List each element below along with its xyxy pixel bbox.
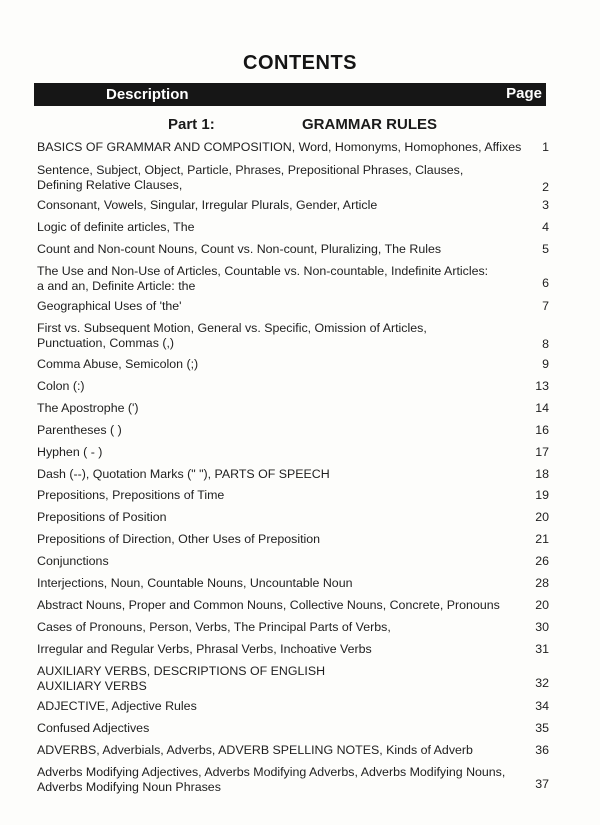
toc-entry-title-line: Punctuation, Commas (,) <box>37 336 175 350</box>
toc-entry-page-number: 1 <box>542 140 549 154</box>
toc-entry-page-number: 19 <box>535 488 549 502</box>
toc-entry-title <box>37 445 532 460</box>
toc-entry-title-line: Prepositions, Prepositions of Time <box>37 488 225 502</box>
toc-entry-title <box>37 379 532 394</box>
toc-entry-title <box>37 576 532 591</box>
toc-entry-title-line: AUXILIARY VERBS <box>37 679 147 693</box>
toc-entry-title <box>37 620 532 635</box>
toc-entry-page-number: 4 <box>542 220 549 234</box>
toc-entry-title-line: Sentence, Subject, Object, Particle, Phrases, Prepositional Phrases, Clauses, <box>37 163 464 177</box>
toc-entry-page-number: 36 <box>535 743 549 757</box>
toc-entry-page-number: 21 <box>535 532 549 546</box>
toc-entry-title-line: Prepositions of Direction, Other Uses of Preposition <box>37 532 321 546</box>
toc-entry-title <box>37 401 532 416</box>
toc-entry-title <box>37 664 532 694</box>
toc-entry-title <box>37 220 532 235</box>
toc-entry-title-line: Hyphen ( - ) <box>37 445 103 459</box>
toc-entry-title-line: AUXILIARY VERBS, DESCRIPTIONS OF ENGLISH <box>37 664 326 678</box>
toc-entry-title-line: Parentheses ( ) <box>37 423 122 437</box>
toc-entry-title-line: Prepositions of Position <box>37 510 167 524</box>
toc-entry-page-number: 5 <box>542 242 549 256</box>
toc-entry-title <box>37 743 532 758</box>
toc-entry-title-line: Colon (:) <box>37 379 85 393</box>
toc-entry-page-number: 37 <box>535 777 549 791</box>
toc-entry-title <box>37 510 532 525</box>
toc-entry-page-number: 32 <box>535 676 549 690</box>
toc-entry-title-line: Interjections, Noun, Countable Nouns, Uncountable Noun <box>37 576 353 590</box>
toc-entry-title-line: Consonant, Vowels, Singular, Irregular Plurals, Gender, Article <box>37 198 378 212</box>
toc-entry-title <box>37 554 532 569</box>
toc-entry-title-line: ADJECTIVE, Adjective Rules <box>37 699 197 713</box>
page-column-header: Page <box>506 85 542 102</box>
toc-entry-title <box>37 163 532 193</box>
toc-entry-title <box>37 598 532 613</box>
toc-entry-title-line: Conjunctions <box>37 554 109 568</box>
toc-entry-title-line: ADVERBS, Adverbials, Adverbs, ADVERB SPELLING NOTES, Kinds of Adverb <box>37 743 473 757</box>
toc-entry-page-number: 17 <box>535 445 549 459</box>
toc-entry-page-number: 13 <box>535 379 549 393</box>
toc-entry-title <box>37 488 532 503</box>
toc-entry-title-line: Irregular and Regular Verbs, Phrasal Verbs, Inchoative Verbs <box>37 642 372 656</box>
toc-entry-page-number: 18 <box>535 467 549 481</box>
toc-entry-title-line: The Use and Non-Use of Articles, Countable vs. Non-countable, Indefinite Articles: <box>37 264 489 278</box>
toc-entry-title <box>37 699 532 714</box>
toc-entry-title-line: Dash (--), Quotation Marks (" "), PARTS OF SPEECH <box>37 467 330 481</box>
toc-entry-title <box>37 140 532 155</box>
toc-entry-title <box>37 423 532 438</box>
toc-entry-page-number: 9 <box>542 357 549 371</box>
page-title: CONTENTS <box>243 52 357 74</box>
part-label: Part 1: <box>168 116 215 133</box>
toc-entry-page-number: 35 <box>535 721 549 735</box>
toc-entry-title <box>37 242 532 257</box>
toc-entry-title-line: Count and Non-count Nouns, Count vs. Non-count, Pluralizing, The Rules <box>37 242 442 256</box>
toc-entry-title-line: Confused Adjectives <box>37 721 150 735</box>
toc-entry-page-number: 20 <box>535 598 549 612</box>
toc-entry-title-line: Defining Relative Clauses, <box>37 178 183 192</box>
toc-entry-title <box>37 532 532 547</box>
toc-entry-title <box>37 321 532 351</box>
toc-entry-title <box>37 299 532 314</box>
toc-entry-title-line: Adverbs Modifying Noun Phrases <box>37 780 221 794</box>
toc-entry-page-number: 30 <box>535 620 549 634</box>
toc-entry-title-line: First vs. Subsequent Motion, General vs. Specific, Omission of Articles, <box>37 321 427 335</box>
toc-entry-title-line: Logic of definite articles, The <box>37 220 195 234</box>
toc-entry-page-number: 7 <box>542 299 549 313</box>
toc-entry-title-line: Cases of Pronouns, Person, Verbs, The Principal Parts of Verbs, <box>37 620 391 634</box>
toc-entry-page-number: 16 <box>535 423 549 437</box>
toc-entry-title <box>37 198 532 213</box>
toc-entry-page-number: 31 <box>535 642 549 656</box>
toc-entry-title-line: Adverbs Modifying Adjectives, Adverbs Modifying Adverbs, Adverbs Modifying Nouns, <box>37 765 506 779</box>
description-column-header: Description <box>106 86 189 103</box>
toc-entry-page-number: 3 <box>542 198 549 212</box>
toc-entry-page-number: 26 <box>535 554 549 568</box>
toc-entry-page-number: 8 <box>542 337 549 351</box>
toc-entry-page-number: 6 <box>542 276 549 290</box>
toc-entry-page-number: 2 <box>542 180 549 194</box>
toc-entry-title-line: Geographical Uses of 'the' <box>37 299 182 313</box>
toc-entry-title-line: BASICS OF GRAMMAR AND COMPOSITION, Word, Homonyms, Homophones, Affixes <box>37 140 522 154</box>
toc-entry-title-line: Comma Abuse, Semicolon (;) <box>37 357 199 371</box>
toc-entry-page-number: 28 <box>535 576 549 590</box>
toc-entry-title-line: The Apostrophe (') <box>37 401 139 415</box>
toc-entry-title <box>37 264 532 294</box>
toc-entry-title <box>37 721 532 736</box>
toc-entry-title <box>37 642 532 657</box>
toc-entry-title <box>37 357 532 372</box>
toc-entry-page-number: 14 <box>535 401 549 415</box>
toc-entry-title <box>37 467 532 482</box>
toc-entry-page-number: 20 <box>535 510 549 524</box>
part-title: GRAMMAR RULES <box>302 116 437 133</box>
toc-entry-title-line: a and an, Definite Article: the <box>37 279 196 293</box>
toc-entry-title <box>37 765 532 795</box>
toc-entry-page-number: 34 <box>535 699 549 713</box>
toc-entry-title-line: Abstract Nouns, Proper and Common Nouns, Collective Nouns, Concrete, Pronouns <box>37 598 500 612</box>
